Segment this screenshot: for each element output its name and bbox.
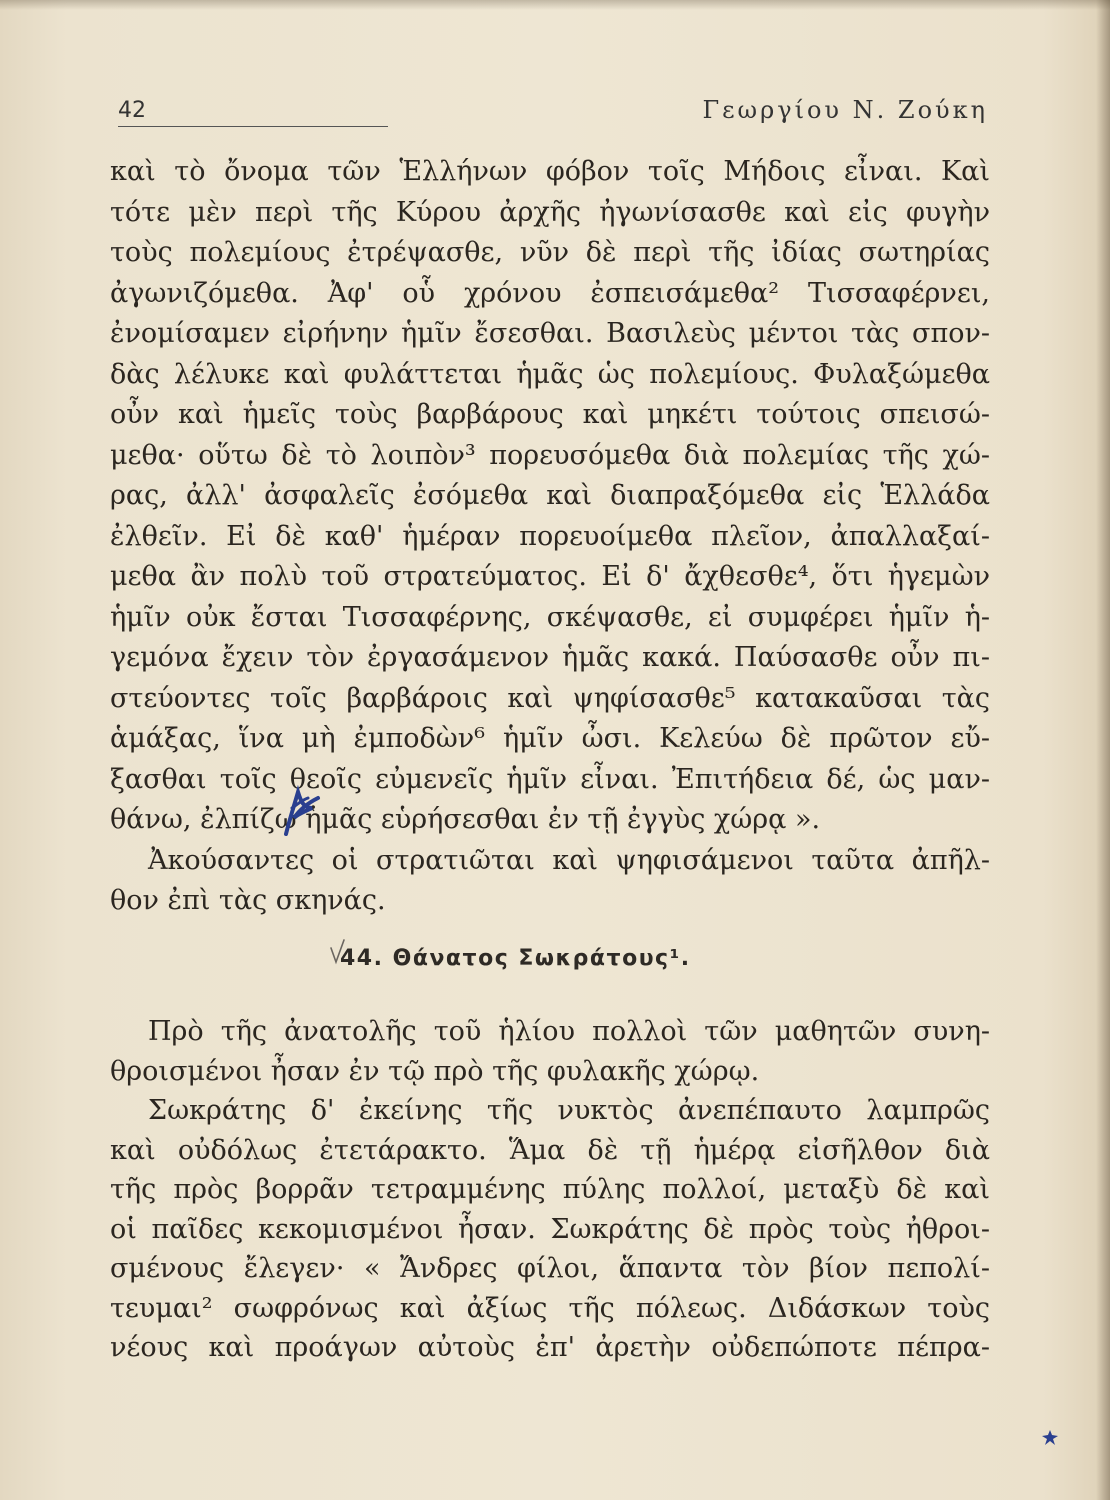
text-line: γεμόνα ἔχειν τὸν ἐργασάμενον ἡμᾶς κακά. Παύσασθε οὖν πι- — [110, 642, 990, 673]
text-line: Πρὸ τῆς ἀνατολῆς τοῦ ἡλίου πολλοὶ τῶν μαθητῶν συνη- — [148, 1016, 990, 1047]
text-line: Σωκράτης δ' ἐκείνης τῆς νυκτὸς ἀνεπέπαυτο λαμπρῶς — [148, 1095, 990, 1126]
text-line: ξασθαι τοῖς θεοῖς εὐμενεῖς ἡμῖν εἶναι. Ἐπιτήδεια δέ, ὡς μαν- — [110, 763, 990, 795]
header-rule — [118, 126, 388, 127]
page-top-shadow — [0, 0, 1110, 10]
text-line: τευμαι² σωφρόνως καὶ ἀξίως τῆς πόλεως. Διδάσκων τοὺς — [110, 1292, 990, 1324]
text-line: καὶ τὸ ὄνομα τῶν Ἑλλήνων φόβον τοῖς Μήδοις εἶναι. Καὶ — [110, 156, 990, 187]
text-line: τοὺς πολεμίους ἐτρέψασθε, νῦν δὲ περὶ τῆς ἰδίας σωτηρίας — [110, 237, 990, 268]
text-line: καὶ οὐδόλως ἐτετάρακτο. Ἅμα δὲ τῇ ἡμέρᾳ εἰσῆλθον διὰ — [110, 1134, 990, 1166]
text-line: οὖν καὶ ἡμεῖς τοὺς βαρβάρους καὶ μηκέτι τούτοις σπεισώ- — [110, 399, 990, 430]
text-line: μεθα ἂν πολὺ τοῦ στρατεύματος. Εἰ δ' ἄχθεσθε⁴, ὅτι ἡγεμὼν — [110, 561, 990, 592]
passage-1 — [110, 152, 990, 922]
text-line: στεύοντες τοῖς βαρβάροις καὶ ψηφίσασθε⁵ κατακαῦσαι τὰς — [110, 682, 990, 714]
text-line: ἁμάξας, ἵνα μὴ ἐμποδὼν⁶ ἡμῖν ὦσι. Κελεύω δὲ πρῶτον εὔ- — [110, 723, 990, 754]
text-line: Ἀκούσαντες οἱ στρατιῶται καὶ ψηφισάμενοι ταῦτα ἀπῆλ- — [148, 844, 990, 876]
text-line: τότε μὲν περὶ τῆς Κύρου ἀρχῆς ἠγωνίσασθε καὶ εἰς φυγὴν — [110, 196, 990, 228]
text-line: σμένους ἔλεγεν· « Ἄνδρες φίλοι, ἅπαντα τὸν βίον πεπολί- — [110, 1253, 990, 1284]
page-right-edge — [1096, 0, 1110, 1500]
text-line: ἡμῖν οὐκ ἔσται Τισσαφέρνης, σκέψασθε, εἰ συμφέρει ἡμῖν ἡ- — [110, 601, 990, 633]
text-line: δὰς λέλυκε καὶ φυλάττεται ἡμᾶς ὡς πολεμίους. Φυλαξώμεθα — [110, 358, 990, 390]
text-line: ἀγωνιζόμεθα. Ἀφ' οὗ χρόνου ἐσπεισάμεθα² Τισσαφέρνει, — [110, 277, 990, 309]
text-line: θροισμένοι ἦσαν ἐν τῷ πρὸ τῆς φυλακῆς χώρῳ. — [110, 1055, 760, 1087]
text-line: θάνω, ἐλπίζω ἡμᾶς εὑρήσεσθαι ἐν τῇ ἐγγὺς χώρᾳ ». — [110, 804, 821, 835]
pen-scribble-mark — [268, 778, 328, 838]
text-line: οἱ παῖδες κεκομισμένοι ἦσαν. Σωκράτης δὲ πρὸς τοὺς ἠθροι- — [110, 1213, 990, 1245]
text-line: ἐνομίσαμεν εἰρήνην ἡμῖν ἔσεσθαι. Βασιλεὺς μέντοι τὰς σπον- — [110, 318, 990, 349]
page-number: 42 — [118, 98, 146, 123]
text-line: ρας, ἀλλ' ἀσφαλεῖς ἐσόμεθα καὶ διαπραξόμεθα εἰς Ἑλλάδα — [110, 480, 990, 511]
page-header — [118, 96, 988, 130]
running-head: Γεωργίου Ν. Ζούκη — [702, 96, 988, 124]
text-line: μεθα· οὕτω δὲ τὸ λοιπὸν³ πορευσόμεθα διὰ πολεμίας τῆς χώ- — [110, 439, 990, 471]
ink-blot-mark — [1040, 1428, 1060, 1448]
text-line: νέους καὶ προάγων αὐτοὺς ἐπ' ἀρετὴν οὐδεπώποτε πέπρα- — [110, 1332, 990, 1363]
passage-2 — [110, 1012, 990, 1368]
text-line: θον ἐπὶ τὰς σκηνάς. — [110, 885, 386, 916]
text-line: ἐλθεῖν. Εἰ δὲ καθ' ἡμέραν πορευοίμεθα πλεῖον, ἀπαλλαξαί- — [110, 520, 990, 552]
text-line: τῆς πρὸς βορρᾶν τετραμμένης πύλης πολλοί, μεταξὺ δὲ καὶ — [110, 1174, 990, 1205]
section-heading: 44. Θάνατος Σωκράτους¹. — [340, 946, 691, 971]
